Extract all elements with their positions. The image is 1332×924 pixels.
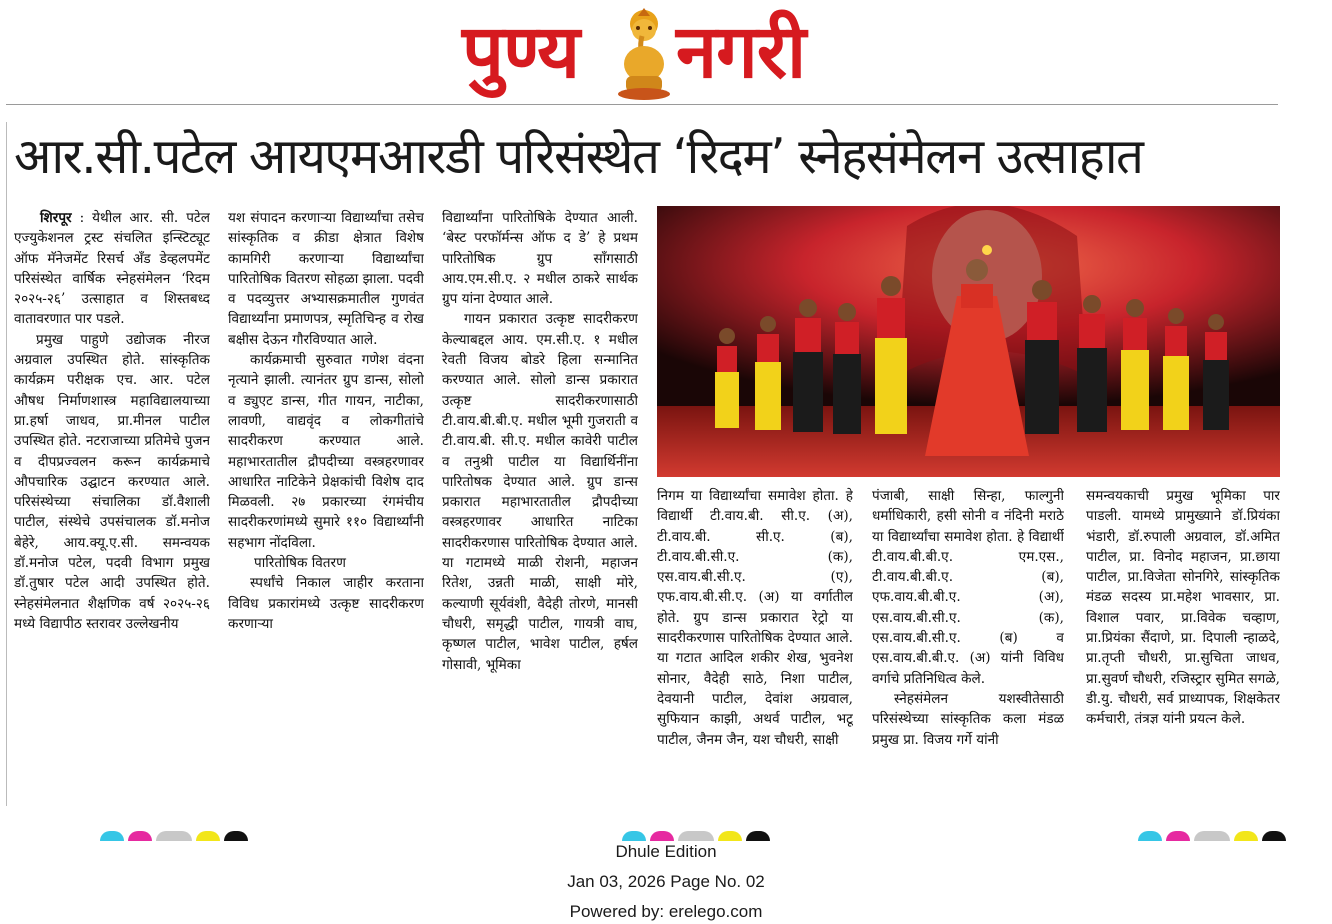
- footer-edition: Dhule Edition: [615, 842, 717, 861]
- article-column-2: [228, 208, 424, 808]
- col3-paragraph-2: गायन प्रकारात उत्कृष्ट सादरीकरण केल्याबद्दल आय. एम.सी.ए. १ मधील रेवती विजय बोडरे हिला सन्मानित करण्यात आले. सोलो डान्स प्रकारात उत्कृष्ट सादरीकरणासाठी टी.वाय.बी.बी.ए. मधील भूमी गुजराती व टी.वाय.बी. सी.ए. मधील कावेरी पाटील व तनुश्री पाटील या विद्यार्थिनींना पारितोषक देण्यात आले. ग्रुप डान्स प्रकारात महाभारतातील द्रौपदीच्या वस्त्रहरणावर आधारित नाटिका सादरीकरणास पारितोषिक देण्यात आले. या गटामध्ये माळी रोशनी, महाजन रितेश, उन्नती माळी, साक्षी मोरे, कल्याणी सूर्यवंशी, वैदेही तोरणे, मानसी चौधरी, समृद्धी पाटील, गायत्री वाघ, कृष्णल पाटील, भावेश पाटील, हर्षल गोसावी, भूमिका: [442, 311, 638, 673]
- subheading-prize-distribution: पारितोषिक वितरण: [254, 555, 346, 572]
- print-registration-marks-center: [622, 826, 774, 836]
- masthead-divider: [6, 104, 1278, 105]
- masthead-title-right: नगरी: [676, 9, 806, 95]
- left-border: [6, 122, 7, 806]
- col3-paragraph-1: विद्यार्थ्यांना पारितोषिके देण्यात आली. ‘बेस्ट परफॉर्मन्स ऑफ द डे’ हे प्रथम पारितोषिक ग्रुप साँगसाठी आय.एम.सी.ए. २ मधील ठाकरे सार्थक ग्रुप यांना देण्यात आले.: [442, 210, 638, 308]
- col2-paragraph-2: कार्यक्रमाची सुरुवात गणेश वंदना नृत्याने झाली. त्यानंतर ग्रुप डान्स, सोलो व ड्युएट डान्स, गीत गायन, नाटीका, लावणी, वाद्यवृंद व लोकगीतांचे सादरीकरण करण्यात आले. महाभारतातील द्रौपदीच्या वस्त्रहरणावर आधारित नाटिकेने प्रेक्षकांची विशेष दाद मिळवली. २७ प्रकारच्या रंगमंचीय सादरीकरणांमध्ये सुमारे ११० विद्यार्थ्यांनी सहभाग नोंदविला.: [228, 352, 424, 551]
- article-column-6: [1086, 486, 1280, 808]
- col5-paragraph-1: पंजाबी, साक्षी सिन्हा, फाल्गुनी धर्माधिकारी, हसी सोनी व नंदिनी मराठे या विद्यार्थ्यांचा समावेश होता. हे विद्यार्थी टी.वाय.बी.बी.ए. एम.एस., टी.वाय.बी.बी.ए. (ब), एफ.वाय.बी.बी.ए. (अ), एस.वाय.बी.सी.ए. (क), एस.वाय.बी.सी.ए. (ब) व एस.वाय.बी.बी.ए. (अ) यांनी विविध वर्गाचे प्रतिनिधित्व केले.: [872, 488, 1064, 687]
- ganesha-icon: [612, 2, 676, 102]
- masthead-title-left: पुण्य: [462, 9, 580, 95]
- col2-paragraph-1: यश संपादन करणाऱ्या विद्यार्थ्यांचा तसेच सांस्कृतिक व क्रीडा क्षेत्रात विशेष कामगिरी करणाऱ्या विद्यार्थ्यांचा पारितोषिक वितरण सोहळा झाला. पदवी व पदव्युत्तर अभ्यासक्रमातील गुणवंत विद्यार्थ्यांना प्रमाणपत्र, स्मृतिचिन्ह व रोख बक्षीस देऊन गौरविण्यात आले.: [228, 210, 424, 348]
- col5-paragraph-2: स्नेहसंमेलन यशस्वीतेसाठी परिसंस्थेच्या सांस्कृतिक कला मंडळ प्रमुख प्रा. विजय गर्गे यांनी: [872, 690, 1064, 748]
- article-headline: आर.सी.पटेल आयएमआरडी परिसंस्थेत ‘रिदम’ स्नेहसंमेलन उत्साहात: [14, 128, 1143, 185]
- article-column-5: [872, 486, 1064, 808]
- masthead: [0, 0, 1332, 108]
- footer-powered-by: Powered by: erelego.com: [569, 902, 763, 921]
- dateline-place: शिरपूर: [40, 210, 72, 226]
- article-column-4: [657, 486, 853, 808]
- col6-paragraph-1: समन्वयकाची प्रमुख भूमिका पार पाडली. यामध्ये प्रामुख्याने डॉ.प्रियंका भंडारी, डॉ.रुपाली अग्रवाल, डॉ.अमित पाटील, प्रा. विनोद महाजन, प्रा.छाया पाटील, प्रा.विजेता सोनगिरे, सांस्कृतिक मंडळ सदस्य प्रा.महेश भावसार, प्रा. विशाल पवार, प्रा.विवेक चव्हाण, प्रा.प्रियंका सैंदाणे, प्रा. दिपाली न्हाळदे, प्रा.तृप्ती चौधरी, प्रा.सुचिता जाधव, प्रा.सुवर्ण चौधरी, रजिस्ट्रार सुमित सगळे, डी.यु. चौधरी, सर्व प्राध्यापक, शिक्षकेतर कर्मचारी, तंत्रज्ञ यांनी प्रयत्न केले.: [1086, 488, 1280, 728]
- article-column-1: [14, 208, 210, 808]
- col4-paragraph-1: निगम या विद्यार्थ्यांचा समावेश होता. हे विद्यार्थी टी.वाय.बी. सी.ए. (अ), टी.वाय.बी. सी.ए. (ब), टी.वाय.बी.सी.ए. (क), एस.वाय.बी.सी.ए. (ए), एफ.वाय.बी.सी.ए. (अ) या वर्गातील होते. ग्रुप डान्स प्रकारात रेट्रो या सादरीकरणास पारितोषिक देण्यात आले. या गटात आदिल शकीर शेख, भुवनेश सोनार, वैदेही साठे, निशा पाटील, देवयानी पाटील, देवांश अग्रवाल, सुफियान काझी, अथर्व पाटील, भटू पाटील, जैनम जैन, यश चौधरी, साक्षी: [657, 488, 853, 748]
- article-column-3: [442, 208, 638, 808]
- col1-paragraph-1: : येथील आर. सी. पटेल एज्युकेशनल ट्रस्ट संचलित इन्स्टिट्यूट ऑफ मॅनेजमेंट रिसर्च अँड डेव्हलपमेंट परिसंस्थेत वार्षिक स्नेहसंमेलन ‘रिदम २०२५-२६’ उत्साहात व शिस्तबध्द वातावरणात पार पडले.: [14, 210, 210, 328]
- print-registration-marks-right: [1138, 826, 1290, 836]
- col2-paragraph-3: स्पर्धांचे निकाल जाहीर करताना विविध प्रकारांमध्ये उत्कृष्ट सादरीकरण करणाऱ्या: [228, 575, 424, 632]
- print-registration-marks-left: [100, 826, 252, 836]
- dance-performance-photo: [657, 206, 1280, 477]
- col1-paragraph-2: प्रमुख पाहुणे उद्योजक नीरज अग्रवाल उपस्थित होते. सांस्कृतिक कार्यक्रम परीक्षक एच. आर. पटेल औषध निर्माणशास्त्र महाविद्यालयाच्या प्रा.हर्षा जाधव, प्रा.मीनल पाटील उपस्थित होते. नटराजाच्या प्रतिमेचे पुजन व दीपप्रज्वलन करून कार्यक्रमाचे औपचारिक उद्घाटन करण्यात आले. परिसंस्थेच्या संचालिका डॉ.वैशाली पाटील, संस्थेचे उपसंचालक डॉ.मनोज बेहेरे, आय.क्यू.ए.सी. समन्वयक डॉ.मनोज पटेल, पदवी विभाग प्रमुख डॉ.तुषार पटेल आदी उपस्थित होते. स्नेहसंमेलनात शैक्षणिक वर्ष २०२५-२६ मध्ये विद्यापीठ स्तरावर उल्लेखनीय: [14, 331, 210, 632]
- footer-date-page: Jan 03, 2026 Page No. 02: [567, 872, 765, 891]
